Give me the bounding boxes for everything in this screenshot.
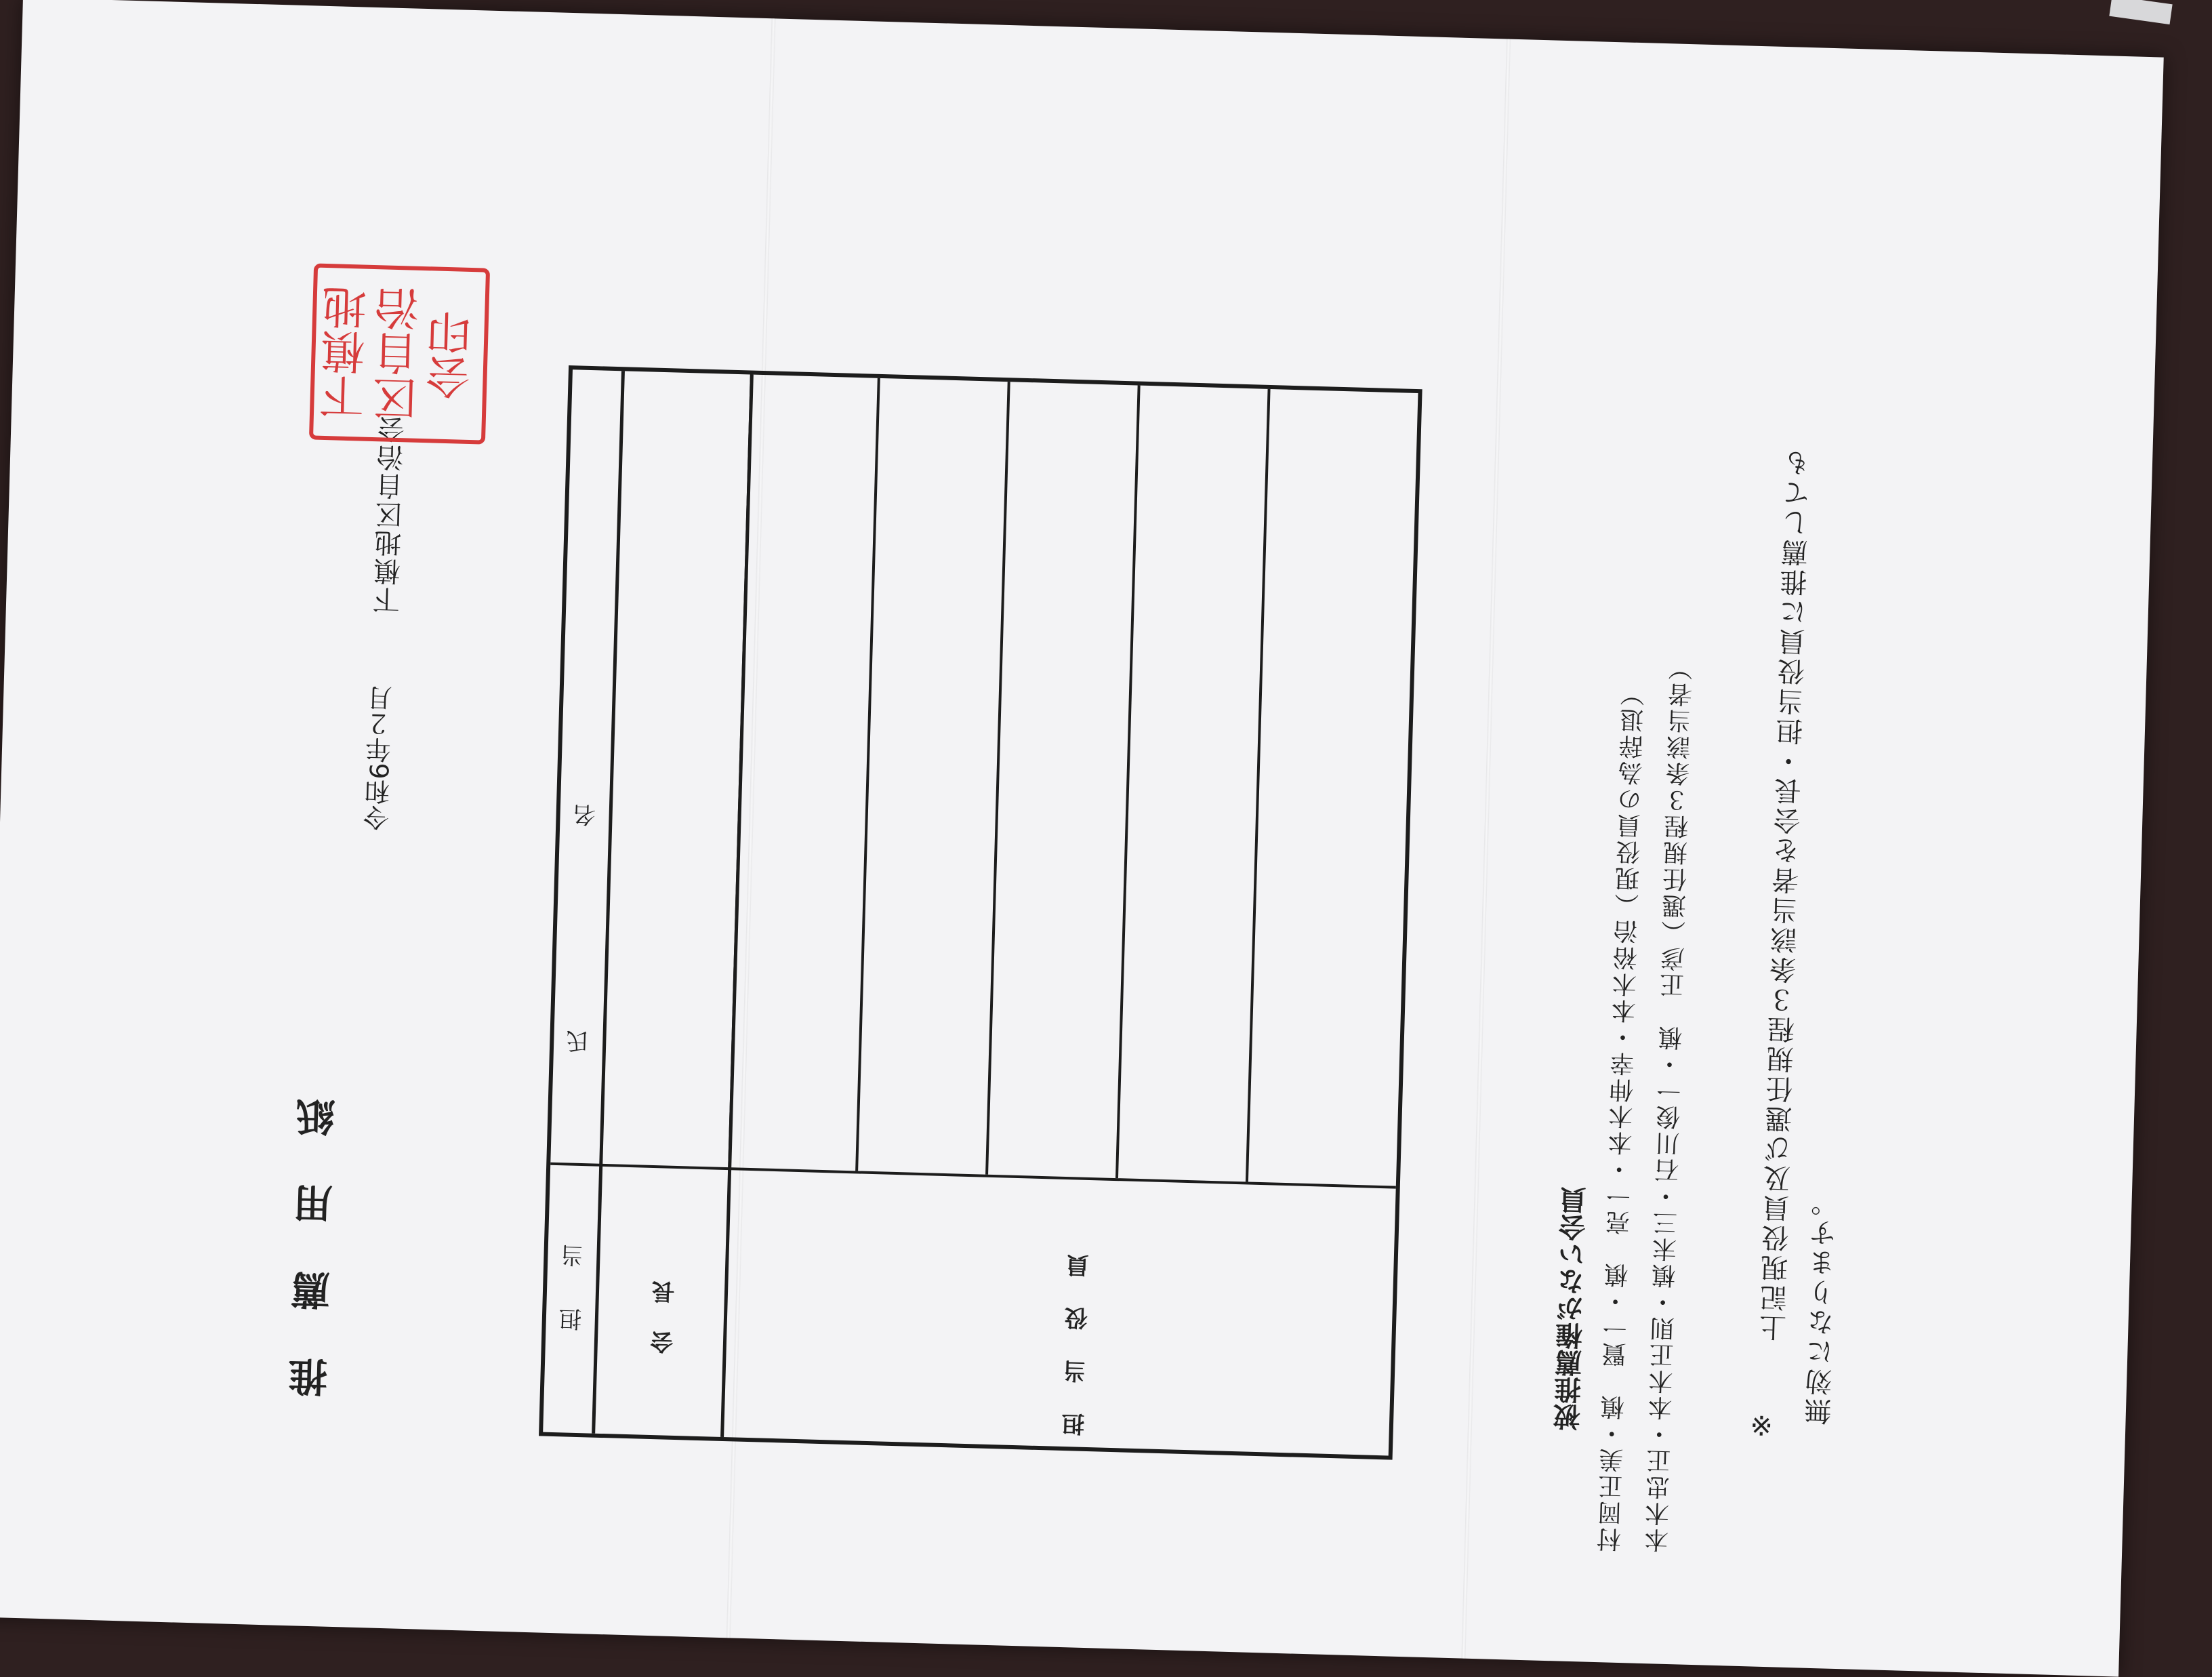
red-seal-stamp (309, 263, 490, 444)
ineligible-heading: 被推薦権がない会員 (1553, 1186, 1591, 1432)
name-entry-chairman[interactable] (599, 371, 750, 1167)
name-entry-officer-2[interactable] (858, 378, 1008, 1175)
document-date: 令和6年２月 (363, 685, 397, 832)
ineligible-list-line: 本木忠正・本木正則・槙末三・石川俊一・槙 正彦（選任規程３条該当者） (1643, 653, 1697, 1554)
document-title: 推薦用紙 (287, 1049, 344, 1398)
seal-text: 下槙地区自治会印 (319, 284, 480, 422)
paper-stack-edge (2109, 0, 2172, 24)
recommendation-form-table (539, 365, 1422, 1460)
fold-line (1461, 39, 1511, 1658)
role-officer-cell: 担当役員 (1061, 1224, 1095, 1437)
header-name-cell (563, 600, 609, 1053)
role-chairman-cell: 会長 (650, 1253, 680, 1355)
name-entry-officer-4[interactable] (1118, 386, 1268, 1182)
note-text: 上記現役員及び選任規程３条該当者を会長・担当役員に推薦しても (1759, 447, 1816, 1342)
note-mark: ※ (1745, 1409, 1778, 1441)
ineligible-list-line: 村岡正美・槙 賢一・槙 亮一・本木伸幸・本木裕治（現役員の為辞退） (1596, 679, 1649, 1553)
name-entry-officer-1[interactable] (731, 375, 878, 1171)
note-text: 無効になります。 (1804, 1186, 1843, 1426)
name-entry-officer-3[interactable] (988, 382, 1138, 1178)
organization-name: 下槙地区自治会 (372, 414, 410, 615)
header-name-text: 氏名 (566, 600, 607, 1054)
name-entry-officer-5[interactable] (1248, 389, 1420, 1186)
header-role-cell: 担当 (558, 1203, 590, 1332)
